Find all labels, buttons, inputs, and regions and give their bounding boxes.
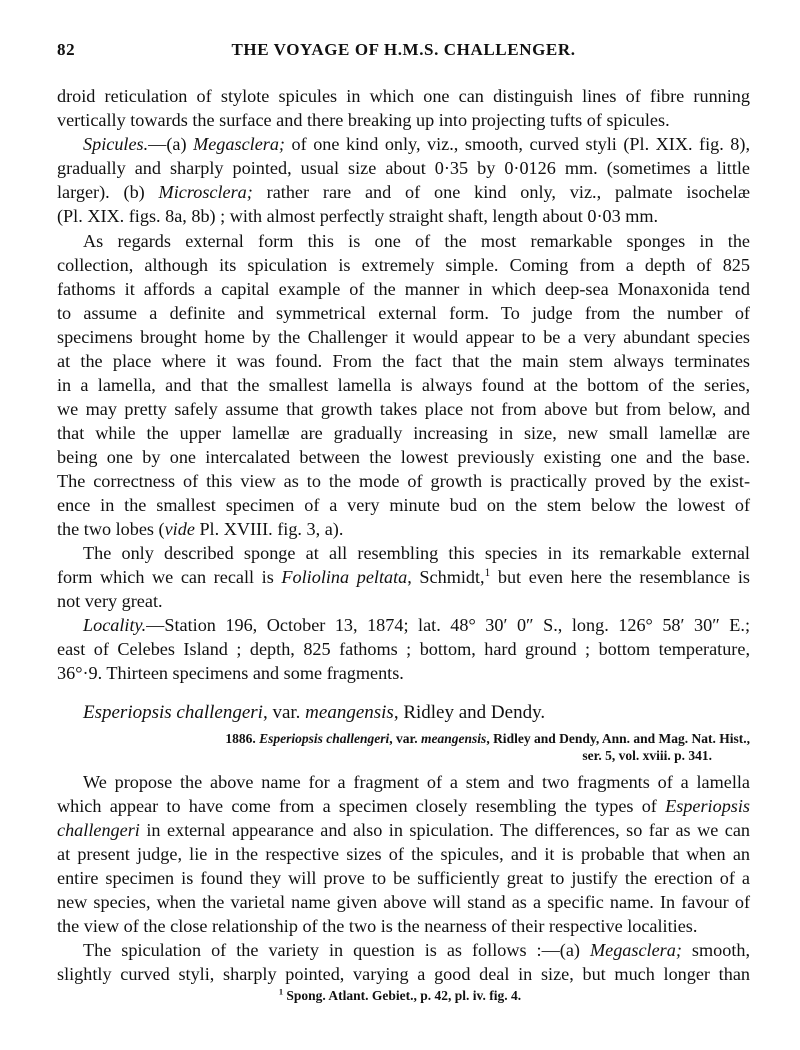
text-line: We propose the above name for a fragment of a stem and two fragments of a lamella bbox=[83, 772, 750, 792]
footnote-number: 1 bbox=[278, 987, 283, 997]
text-line: being one by one intercalated between the lowest previously existing one and the base. bbox=[57, 447, 750, 467]
text-line: to assume a definite and symmetrical external form. To judge from the number of bbox=[57, 303, 750, 323]
page-number: 82 bbox=[57, 40, 76, 59]
text-line: collection, although its spiculation is extremely simple. Coming from a depth of 825 bbox=[57, 255, 750, 275]
reference-line: ser. 5, vol. xviii. p. 341. bbox=[582, 748, 712, 763]
spicules-line: Spicules.—(a) Megasclera; of one kind only, viz., smooth, curved styli (Pl. XIX. fig. 8), bbox=[83, 134, 750, 154]
text-line: The only described sponge at all resembling this species in its remarkable external bbox=[83, 543, 750, 563]
text-line: the two lobes (vide Pl. XVIII. fig. 3, a). bbox=[57, 519, 344, 539]
text-line: the view of the close relationship of the two is the nearness of their respective localities. bbox=[57, 916, 698, 936]
text-line: larger). (b) Microsclera; rather rare and of one kind only, viz., palmate isochelæ bbox=[57, 182, 750, 202]
footnote: $^1$ Spong. Atlant. Gebiet., p. 42, pl. iv. fig. 4. bbox=[278, 987, 522, 1003]
text-line: we may pretty safely assume that growth takes place not from above but from below, and bbox=[57, 399, 750, 419]
text-line: The spiculation of the variety in question is as follows :—(a) Megasclera; smooth, bbox=[83, 940, 751, 960]
text-line: east of Celebes Island ; depth, 825 fathoms ; bottom, hard ground ; bottom temperature, bbox=[57, 639, 750, 659]
locality-line: Locality.—Station 196, October 13, 1874; lat. 48° 30′ 0″ S., long. 126° 58′ 30″ E.; bbox=[83, 615, 750, 635]
text-line: fathoms it affords a capital example of the manner in which deep-sea Monaxonida tend bbox=[57, 279, 750, 299]
locality-label: Locality. bbox=[83, 615, 147, 635]
text-line: specimens brought home by the Challenger it would appear to be a very abundant species bbox=[57, 327, 750, 347]
page-header bbox=[57, 40, 750, 66]
running-title: THE VOYAGE OF H.M.S. CHALLENGER. bbox=[231, 40, 576, 59]
text-line: (Pl. XIX. figs. 8a, 8b) ; with almost perfectly straight shaft, length about 0·03 mm. bbox=[57, 206, 659, 226]
text-line: gradually and sharply pointed, usual size about 0·35 by 0·0126 mm. (sometimes a little bbox=[57, 158, 750, 178]
species-heading: Esperiopsis challengeri, var. meangensis, Ridley and Dendy. bbox=[83, 702, 546, 723]
text-line: The correctness of this view as to the mode of growth is practically proved by the exist- bbox=[57, 471, 750, 491]
text-line: not very great. bbox=[57, 591, 163, 611]
text-line: in a lamella, and that the smallest lamella is always found at the bottom of the series, bbox=[57, 375, 750, 395]
text-line: vertically towards the surface and there breaking up into projecting tufts of spicules. bbox=[57, 110, 670, 130]
text-line: that while the upper lamellæ are gradually increasing in size, new small lamellæ are bbox=[57, 423, 750, 443]
text-line: 36°·9. Thirteen specimens and some fragments. bbox=[57, 663, 404, 683]
footnote-marker: 1 bbox=[484, 566, 491, 579]
text-line: ence in the smallest specimen of a very minute bud on the stem below the lowest of bbox=[57, 495, 750, 515]
text-line: challengeri in external appearance and also in spiculation. The differences, so far as we can bbox=[57, 820, 750, 840]
text-line: at the place where it was found. From the fact that the main stem always terminates bbox=[57, 351, 750, 371]
text-line: which appear to have come from a specimen closely resembling the types of Esperiopsis bbox=[57, 796, 750, 816]
text-line: As regards external form this is one of the most remarkable sponges in the bbox=[83, 231, 750, 251]
text-line: entire specimen is found they will prove to be sufficiently great to justify the erection of a bbox=[57, 868, 750, 888]
text-line: at present judge, lie in the respective sizes of the spicules, and it is probable that when an bbox=[57, 844, 750, 864]
text-line: droid reticulation of stylote spicules in which one can distinguish lines of fibre running bbox=[57, 86, 750, 106]
text-line: new species, when the varietal name given above will stand as a specific name. In favour of bbox=[57, 892, 750, 912]
text-line: slightly curved styli, sharply pointed, varying a good deal in size, but much longer than bbox=[57, 964, 750, 984]
text-line: form which we can recall is Foliolina peltata, Schmidt,$^1$ but even here the resemblance is bbox=[57, 566, 750, 587]
spicules-label: Spicules. bbox=[83, 134, 149, 154]
reference-line: 1886. Esperiopsis challengeri, var. meangensis, Ridley and Dendy, Ann. and Mag. Nat. Hist., bbox=[225, 731, 750, 746]
